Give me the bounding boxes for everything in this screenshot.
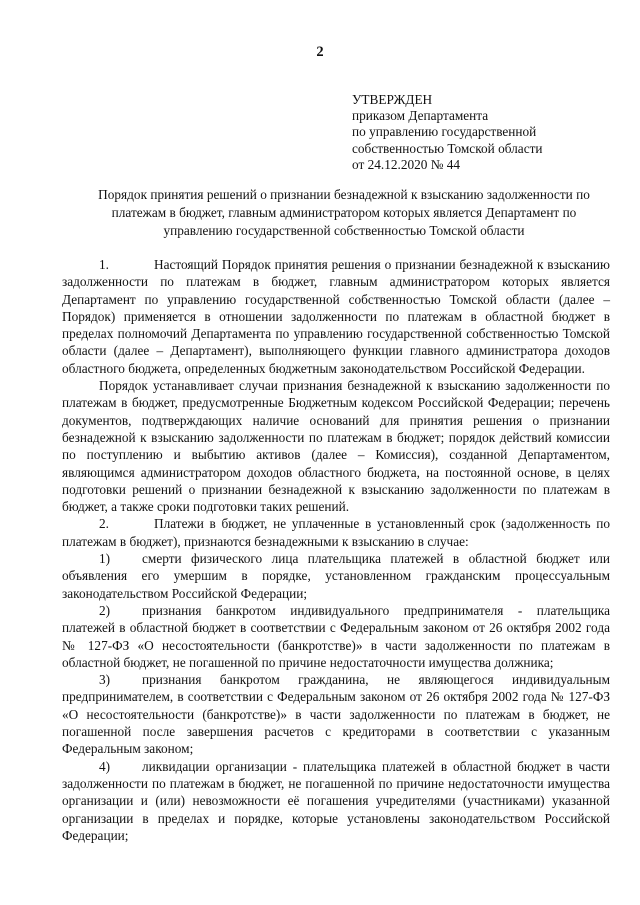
item-number: 1) xyxy=(99,551,111,567)
approval-heading: УТВЕРЖДЕН xyxy=(352,92,433,107)
paragraph-2 xyxy=(62,515,610,550)
item-number: 2) xyxy=(99,602,111,618)
item-number: 1. xyxy=(99,257,109,272)
approval-stamp xyxy=(352,92,543,173)
paragraph-text: ликвидации организации - плательщика платежей в областной бюджет в части задолженности по платежам в бюджет, не погашенной по причине недостаточности имущества организации и (или) невозможности её погашения учредителями (участниками) указанной организации в пределах и порядке, которые установлены законодательством Российской Федерации; xyxy=(62,758,610,843)
title-line: Порядок принятия решений о признании безнадежной к взысканию задолженности по xyxy=(98,187,590,202)
item-number: 2. xyxy=(99,516,109,532)
approval-line: по управлению государственной xyxy=(352,124,537,140)
paragraph-text: признания банкротом индивидуального предпринимателя - плательщика платежей в областной бюджет в соответствии с Федеральным законом от 26 октября 2002 года № 127-ФЗ «О несостоятельности (банкротстве)» в части задолженности по платежам в областной бюджет, не погашенной по причине недостаточности имущества должника; xyxy=(62,602,610,670)
subitem-2 xyxy=(62,602,610,671)
paragraph-text: признания банкротом гражданина, не являющегося индивидуальным предпринимателем, в соответствии с Федеральным законом от 26 октября 2002 года № 127-ФЗ «О несостоятельности (банкротстве)» в части задолженности по платежам в бюджет, не погашенной после завершения расчетов с кредиторами в соответствии с указанным Федеральным законом; xyxy=(62,672,610,757)
page-number: 2 xyxy=(316,44,324,60)
title-line: управлению государственной собственностью Томской области xyxy=(163,222,525,238)
document-title xyxy=(74,186,614,239)
paragraph-text: Настоящий Порядок принятия решения о признании безнадежной к взысканию задолженности по платежам в бюджет, главным администратором которых является Департамент по управлению государственной собственностью Томской области (далее – Порядок) применяется в отношении задолженности по платежам в областной бюджет в пределах полномочий Департамента по управлению государственной собственностью Томской области (далее – Департамент), выполняющего функции главного администратора доходов областного бюджета, определенных бюджетным законодательством Российской Федерации. xyxy=(62,257,610,376)
approval-line: собственностью Томской области xyxy=(352,140,543,156)
paragraph-text: Порядок устанавливает случаи признания безнадежной к взысканию задолженности по платежам в бюджет, предусмотренные Бюджетным кодексом Российской Федерации; перечень документов, подтверждающих наличие оснований для принятия решения о признании безнадежной к взысканию задолженности по платежам в бюджет; порядок действий комиссии по поступлению и выбытию активов (далее – Комиссия), созданной Департаментом, являющимся администратором доходов областного бюджета, на постоянной основе, в целях подготовки решений о признании безнадежной к взысканию задолженности по платежам в бюджет, а также сроки подготовки таких решений. xyxy=(62,378,610,515)
subitem-3 xyxy=(62,671,610,757)
paragraph-text: смерти физического лица плательщика платежей в областной бюджет или объявления его умершим в порядке, установленном гражданским процессуальным законодательством Российской Федерации; xyxy=(62,551,610,601)
paragraph-1 xyxy=(62,256,610,377)
approval-line: приказом Департамента xyxy=(352,108,489,124)
title-line: платежам в бюджет, главным администратором которых является Департамент по xyxy=(111,204,577,220)
paragraph-text: Платежи в бюджет, не уплаченные в установленный срок (задолженность по платежам в бюджет), признаются безнадежными к взысканию в случае: xyxy=(62,516,610,549)
paragraph-scope xyxy=(62,377,610,515)
subitem-4 xyxy=(62,758,610,844)
item-number: 4) xyxy=(99,758,111,774)
document-body xyxy=(62,256,610,844)
approval-date: от 24.12.2020 № 44 xyxy=(352,156,461,172)
subitem-1 xyxy=(62,550,610,602)
item-number: 3) xyxy=(99,672,111,688)
